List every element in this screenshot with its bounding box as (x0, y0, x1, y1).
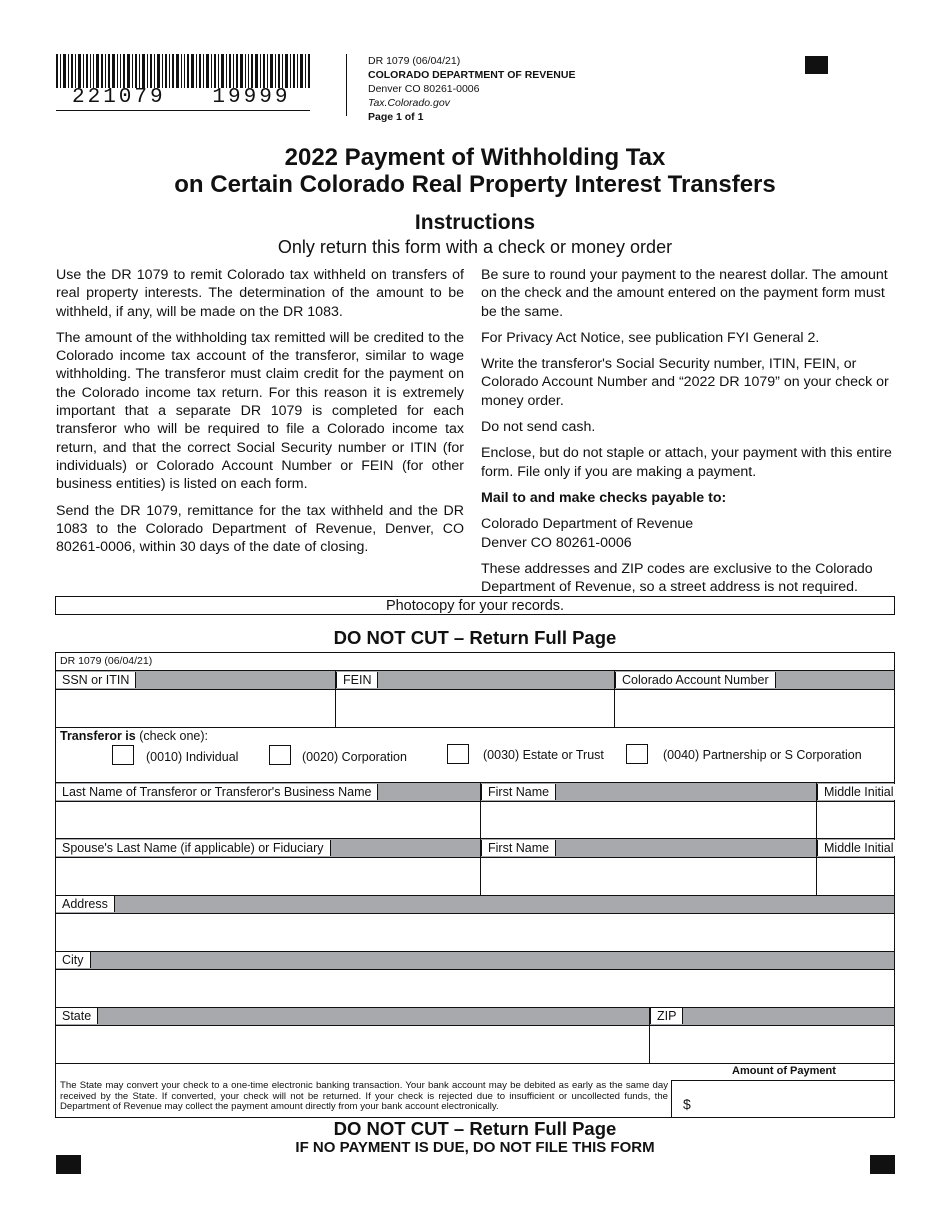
fein-input[interactable] (338, 691, 612, 725)
checkbox-corporation[interactable] (269, 745, 291, 765)
state-input[interactable] (58, 1027, 647, 1061)
department-address: Denver CO 80261-0006 (368, 83, 480, 95)
transferor-label-rest: (check one): (135, 729, 208, 743)
header-divider (346, 54, 347, 116)
instruction-paragraph: Send the DR 1079, remittance for the tax withheld and the DR 1083 to the Colorado Department of Revenue, Denver, CO 80261-0006, within 30 days of the date of closing. (56, 502, 464, 556)
header-info (368, 54, 575, 124)
registration-mark-top-right (805, 56, 828, 74)
instruction-paragraph: Write the transferor's Social Security number, ITIN, FEIN, or Colorado Account Number and “2022 DR 1079” on your check or money order. (481, 356, 889, 409)
mail-heading: Mail to and make checks payable to: (481, 489, 727, 506)
instructions-left-column (56, 266, 464, 564)
address-label: Address (56, 896, 115, 912)
instruction-paragraph: Enclose, but do not staple or attach, your payment with this entire form. File only if you are making a payment. (481, 445, 892, 480)
instruction-paragraph: For Privacy Act Notice, see publication FYI General 2. (481, 329, 820, 346)
spouse-name-label: Spouse's Last Name (if applicable) or Fiduciary (56, 840, 331, 856)
state-label: State (56, 1008, 98, 1024)
checkbox-partnership[interactable] (626, 744, 648, 764)
option-individual-label: (0010) Individual (146, 750, 239, 764)
spouse-middle-initial-input[interactable] (819, 859, 892, 893)
transferor-label-bold: Transferor is (60, 729, 136, 743)
instruction-paragraph: The amount of the withholding tax remitted will be credited to the Colorado income tax account of the transferor, similar to wage withholding. The transferor must claim credit for the payment on the Colorado income tax return. For this reason it is extremely important that a separate DR 1079 is completed for each transferor who will be required to file a Colorado income tax return, and that the correct Social Security number or ITIN (for individuals) or Colorado Account Number or FEIN (for other business entities) is listed on each form. (56, 329, 464, 493)
do-not-cut-top: DO NOT CUT – Return Full Page (333, 627, 617, 648)
form-id: DR 1079 (06/04/21) (368, 55, 461, 67)
instructions-right-column (481, 266, 895, 604)
mail-note: These addresses and ZIP codes are exclusive to the Colorado Department of Revenue, so a street address is not required. (481, 560, 873, 596)
option-partnership-label: (0040) Partnership or S Corporation (663, 748, 862, 762)
account-label: Colorado Account Number (615, 672, 776, 688)
instruction-paragraph: Be sure to round your payment to the nearest dollar. The amount on the check and the amount entered on the payment form must be the same. (481, 267, 888, 320)
city-input[interactable] (58, 971, 892, 1005)
option-estate-trust-label: (0030) Estate or Trust (483, 748, 604, 762)
department-name: COLORADO DEPARTMENT OF REVENUE (368, 69, 576, 81)
instruction-paragraph: Use the DR 1079 to remit Colorado tax withheld on transfers of real property interests. The determination of the amount to be withheld, if any, will be made on the DR 1083. (56, 267, 464, 320)
instruction-paragraph: Do not send cash. (481, 419, 596, 436)
middle-initial-label: Middle Initial (817, 784, 899, 800)
zip-input[interactable] (652, 1027, 892, 1061)
transferor-type-label (60, 729, 208, 743)
ssn-input[interactable] (58, 691, 333, 725)
city-label: City (56, 952, 91, 968)
title-line-1: 2022 Payment of Withholding Tax (284, 144, 666, 171)
website: Tax.Colorado.gov (368, 97, 450, 109)
first-name-input[interactable] (483, 803, 814, 837)
page-title (0, 144, 950, 198)
registration-mark-bottom-right (870, 1155, 895, 1174)
account-number-input[interactable] (617, 691, 892, 725)
amount-input[interactable] (698, 1083, 892, 1115)
barcode-underline (56, 110, 310, 111)
payment-form (55, 652, 895, 1118)
mail-address-line-1: Colorado Department of Revenue (481, 516, 694, 533)
fein-label: FEIN (336, 672, 378, 688)
zip-label: ZIP (650, 1008, 683, 1024)
middle-initial-input[interactable] (819, 803, 892, 837)
currency-symbol: $ (683, 1096, 691, 1112)
photocopy-note: Photocopy for your records. (55, 596, 895, 615)
electronic-conversion-disclaimer: The State may convert your check to a one-time electronic banking transaction. Your bank account may be debited as early as the same day received by the State. If converted, your check will not be returned. If your check is rejected due to insufficient or uncollected funds, the Department of Revenue may collect the payment amount directly from your bank account electronically. (60, 1080, 668, 1112)
title-line-2: on Certain Colorado Real Property Interest Transfers (174, 171, 776, 198)
last-name-label: Last Name of Transferor or Transferor's Business Name (56, 784, 378, 800)
first-name-label: First Name (481, 784, 556, 800)
spouse-middle-initial-label: Middle Initial (817, 840, 899, 856)
no-payment-note: IF NO PAYMENT IS DUE, DO NOT FILE THIS FORM (295, 1139, 655, 1156)
last-name-input[interactable] (58, 803, 478, 837)
ssn-label: SSN or ITIN (56, 672, 136, 688)
checkbox-estate-trust[interactable] (447, 744, 469, 764)
mail-address-line-2: Denver CO 80261-0006 (481, 534, 632, 551)
amount-label: Amount of Payment (732, 1065, 836, 1077)
instructions-subheading: Only return this form with a check or money order (277, 237, 673, 257)
page-number: Page 1 of 1 (368, 111, 424, 123)
barcode (56, 54, 310, 88)
checkbox-individual[interactable] (112, 745, 134, 765)
spouse-first-name-input[interactable] (483, 859, 814, 893)
form-id-small: DR 1079 (06/04/21) (60, 655, 153, 667)
option-corporation-label: (0020) Corporation (302, 750, 407, 764)
instructions-heading: Instructions (414, 211, 536, 234)
spouse-last-name-input[interactable] (58, 859, 478, 893)
registration-mark-bottom-left (56, 1155, 81, 1174)
barcode-number: 221079 19999 (72, 86, 291, 109)
spouse-first-name-label: First Name (481, 840, 556, 856)
address-input[interactable] (58, 915, 892, 949)
do-not-cut-bottom: DO NOT CUT – Return Full Page (333, 1118, 617, 1139)
